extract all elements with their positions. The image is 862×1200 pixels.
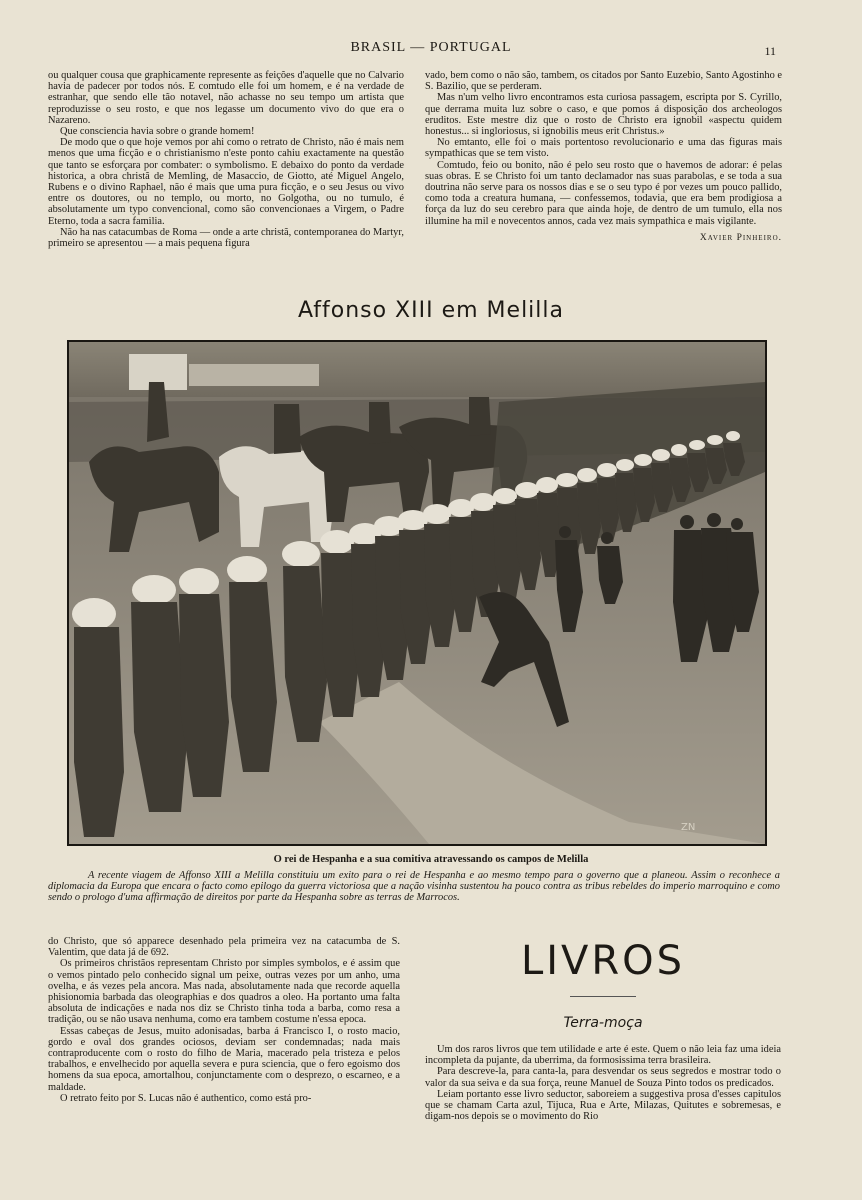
books-column: [425, 1044, 781, 1122]
paragraph: Comtudo, feio ou bonito, não é pelo seu rosto que o havemos de adorar: é pelas suas obras. E se Christo foi um tanto declamador nas suas parabolas, e se toda a sua doutrina não serve para os nossos dias e se o seu typo é por vezes um pouco pallido, como toda a creatura humana, — confessemos, todavia, que era bem prodigiosa a força da luz do seu cerebro para que ainda hoje, de dentro de um tumulo, ella nos illumine ha mil e novecentos annos, cada vez mais sympathica e mais vigilante.: [425, 159, 782, 227]
paragraph: No emtanto, elle foi o mais portentoso revolucionario e uma das figuras mais sympathicas que se tem visto.: [425, 137, 782, 160]
paragraph: Leiam portanto esse livro seductor, saboreiem a suggestiva prosa d'esses capitulos que se chamam Carta azul, Tijuca, Rua e Arte, Milazas, Quitutes e sobremesas, e digam-nos depois se o movimento do Rio: [425, 1088, 781, 1123]
paragraph: Não ha nas catacumbas de Roma — onde a arte christã, contemporanea do Martyr, primeiro se apresentou — a mais pequena figura: [48, 226, 404, 250]
paragraph: Que consciencia havia sobre o grande homem!: [60, 126, 255, 138]
photo-caption-body: [48, 870, 780, 904]
article-title: Affonso XIII em Melilla: [297, 298, 564, 323]
paragraph: Um dos raros livros que tem utilidade e arte é este. Quem o não leia faz uma ideia incompleta da pujante, da uberrima, da formosissima terra brasileira.: [425, 1044, 781, 1067]
paragraph: Os primeiros christãos representam Christo por simples symbolos, e é assim que o vemos pintado pelo conhecido signal um peixe, outras vezes por um anho, uma ovelha, e ás vezes pela ancora. Mas nada, absolutamente nada que recorde aquella phisionomia barbada das oleographias e dos quadros a oleo. Ha portanto uma falta absoluta de indicações e nada nos diz se Christo tinha toda a barba, como resa a tradição, ou se não usava nenhuma, como era tambem costume n'essa epoca.: [48, 958, 400, 1026]
photo-illustration: [69, 342, 765, 844]
paragraph: vado, bem como o não são, tambem, os citados por Santo Euzebio, Santo Agostinho e S. Bazilio, que se perderam.: [425, 70, 782, 93]
section-heading: LIVROS: [520, 938, 686, 984]
running-header: BRASIL — PORTUGAL: [350, 40, 512, 55]
top-right-column: [425, 70, 782, 244]
paragraph: ou qualquer cousa que graphicamente represente as feições d'aquelle que no Calvario havia de padecer por todos nós. E comtudo elle foi um homem, e é na verdade de estranhar, que sendo elle tão notavel, não achasse no seu tempo um artista que reproduzisse o seu rosto, e que nos legasse um documento vivo do que era o Nazareno.: [48, 70, 404, 126]
divider: [570, 996, 636, 997]
paragraph: Para descreve-la, para canta-la, para desvendar os seus segredos e mostrar todo o valor da sua seiva e da sua força, reune Manuel de Souza Pinto todos os predicados.: [425, 1066, 781, 1089]
page-number: 11: [764, 44, 776, 58]
top-left-column: [48, 70, 404, 249]
paragraph: O retrato feito por S. Lucas não é authentico, como está pro-: [60, 1092, 312, 1104]
book-title: Terra-moça: [563, 1015, 643, 1031]
paragraph: Mas n'um velho livro encontramos esta curiosa passagem, escripta por S. Cyrillo, que derrama muita luz sobre o caso, e que pomos á disposição dos archeologos eruditos. Este mestre diz que o rosto de Christo era ignobil «aspectu quidem honestus... si ingloriosus, si ignobilis meus erit Christus.»: [425, 92, 782, 138]
author-signature: Xavier Pinheiro.: [699, 232, 782, 243]
paragraph: do Christo, que só apparece desenhado pela primeira vez na catacumba de S. Valentim, que data já de 692.: [48, 936, 400, 959]
caption-paragraph: A recente viagem de Affonso XIII a Melilla constituiu um exito para o rei de Hespanha e ao mesmo tempo para o governo que a planeou. Assim o reconhece a diplomacia da Europa que encara o facto como epilogo da guerra victoriosa que a nação visinha sustentou ha pouco contra as tribus rebeldes do imperio marroquino e como sendo o prologo d'uma affirmação de direitos por parte da Hespanha sobre as terras de Marrocos.: [48, 870, 780, 904]
paragraph: Essas cabeças de Jesus, muito adonisadas, barba á Francisco I, o rosto macio, gordo e oval dos grandes ociosos, deviam ser condemnadas; nada mais contraproducente com o rosto do filho de Maria, macerado pela tristeza e pelos trabalhos, e envelhecido por aquella severa e pura sciencia, que o fero egoismo dos homens da sua epoca, amortalhou, conjunctamente com o desprezo, o escarneo, e a maldade.: [48, 1025, 400, 1093]
photo-signature: ZN: [681, 822, 696, 833]
paragraph: De modo que o que hoje vemos por ahi como o retrato de Christo, não é mais nem menos que uma ficção e o christianismo n'este ponto cahiu exactamente na questão que tanto se esforçara por combater: o symbolismo. E debaixo do ponto da verdade historica, a obra christã de Memling, de Masaccio, de Giotto, até Miguel Angelo, Rubens e o divino Raphael, não é mais que uma pura ficção, e o seu Jesus ou vivo entre os doutores, ou no templo, ou morto, no Golgotha, ou no tumulo, é absolutamente um typo convencional, como são convencionaes a Virgem, o Padre Eterno, toda a sacra familia.: [48, 137, 404, 227]
bottom-left-column: [48, 936, 400, 1104]
photo-caption-title: O rei de Hespanha e a sua comitiva atravessando os campos de Melilla: [273, 854, 589, 865]
photograph: [67, 340, 767, 846]
